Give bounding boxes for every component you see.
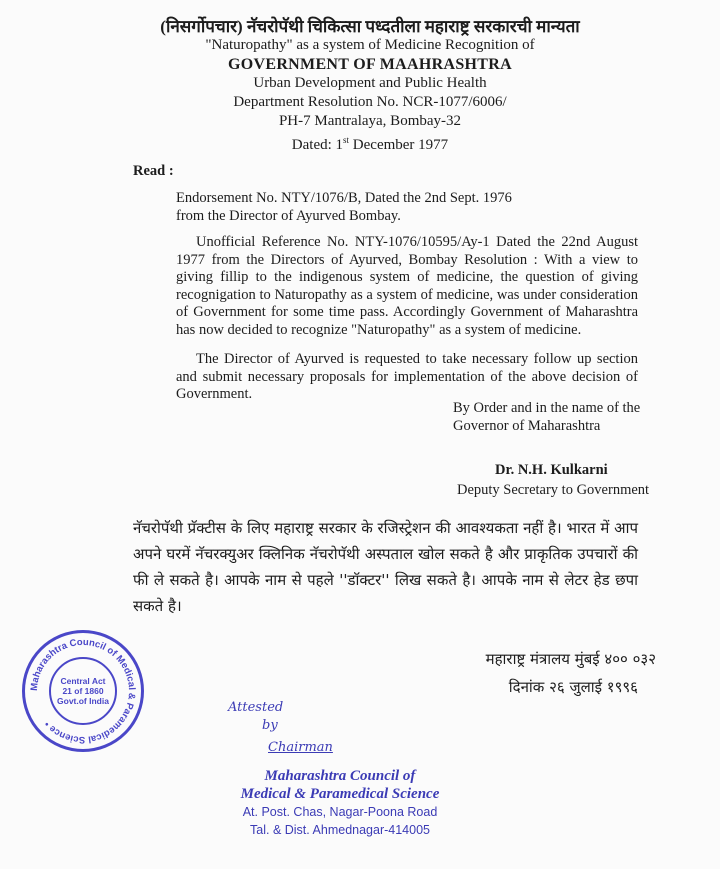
endorsement-line-2: from the Director of Ayurved Bombay. (176, 207, 401, 224)
footer-place-date (436, 645, 656, 701)
department: Urban Development and Public Health (253, 75, 487, 91)
stamp-line-2: 21 of 1860 (62, 686, 104, 696)
by-order (453, 400, 640, 435)
government-title: GOVERNMENT OF MAAHRASHTRA (228, 56, 512, 73)
council-block (190, 767, 490, 839)
attested-handwriting: Attested (228, 700, 284, 715)
endorsement-line-1: Endorsement No. NTY/1076/B, Dated the 2nd Sept. 1976 (176, 190, 512, 206)
council-stamp (22, 630, 144, 752)
marathi-title: (निसर्गोपचार) नॅचरोपॅथी चिकित्सा पध्दतीला महाराष्ट्र सरकारची मान्यता (160, 17, 580, 36)
dated-sup: st (343, 135, 350, 145)
stamp-center (49, 657, 117, 725)
stamp-line-3: Govt.of India (57, 696, 109, 706)
signatory-name: Dr. N.H. Kulkarni (495, 462, 608, 478)
signature: Chairman (268, 740, 333, 755)
read-label: Read : (133, 163, 174, 179)
document-header (120, 17, 620, 155)
council-address-1: At. Post. Chas, Nagar-Poona Road (242, 805, 438, 819)
dated-suffix: December 1977 (349, 137, 449, 153)
signatory-title: Deputy Secretary to Government (457, 482, 650, 498)
council-line-2: Medical & Paramedical Science (240, 786, 440, 802)
address: PH-7 Mantralaya, Bombay-32 (278, 113, 462, 129)
footer-place: महाराष्ट्र मंत्रालय मुंबई ४०० ०३२ (485, 650, 656, 668)
resolution-number: Department Resolution No. NCR-1077/6006/ (233, 94, 507, 110)
subtitle: "Naturopathy" as a system of Medicine Recognition of (205, 37, 535, 53)
hindi-paragraph: नॅचरोपॅथी प्रॅक्टीस के लिए महाराष्ट्र सरकार के रजिस्ट्रेशन की आवश्यकता नहीं है। भारत में आप अपने घरमें नॅचरक्युअर क्लिनिक नॅचरोपॅथी अस्पताल खोल सकते है और प्राकृतिक उपचारों की फी ले सकते है। आपके नाम से पहले ''डॉक्टर'' लिख सकते है। आपके नाम से लेटर हेड छपा सकते है। (133, 519, 638, 615)
council-line-1: Maharashtra Council of (264, 768, 416, 784)
dated-prefix: Dated: 1 (291, 137, 344, 153)
endorsement (176, 190, 512, 225)
svg-text:Maharashtra Council of Medical: Maharashtra Council of Medical & Paramedical Science • (28, 636, 138, 746)
order-line-1: By Order and in the name of the (453, 400, 641, 416)
by-handwriting: by (262, 718, 278, 733)
paragraph-2: The Director of Ayurved is requested to take necessary follow up section and submit necessary proposals for implementation of the above decision of Government. (176, 351, 638, 403)
paragraph-1: Unofficial Reference No. NTY-1076/10595/Ay-1 Dated the 22nd August 1977 from the Directors of Ayurved, Bombay Resolution : With a view to giving fillip to the indigenous system of medicine, the question of giving recognigation to Naturopathy as a system of medicine, was under consideration of Government for some time pass. Accordingly Government of Maharashtra has now decided to recognize "Naturopathy" as a system of medicine. (176, 234, 638, 338)
stamp-line-1: Central Act (60, 676, 106, 686)
council-address-2: Tal. & Dist. Ahmednagar-414005 (250, 823, 430, 837)
order-line-2: Governor of Maharashtra (453, 417, 601, 434)
footer-date: दिनांक २६ जुलाई १९९६ (508, 678, 638, 696)
dated (120, 131, 620, 155)
